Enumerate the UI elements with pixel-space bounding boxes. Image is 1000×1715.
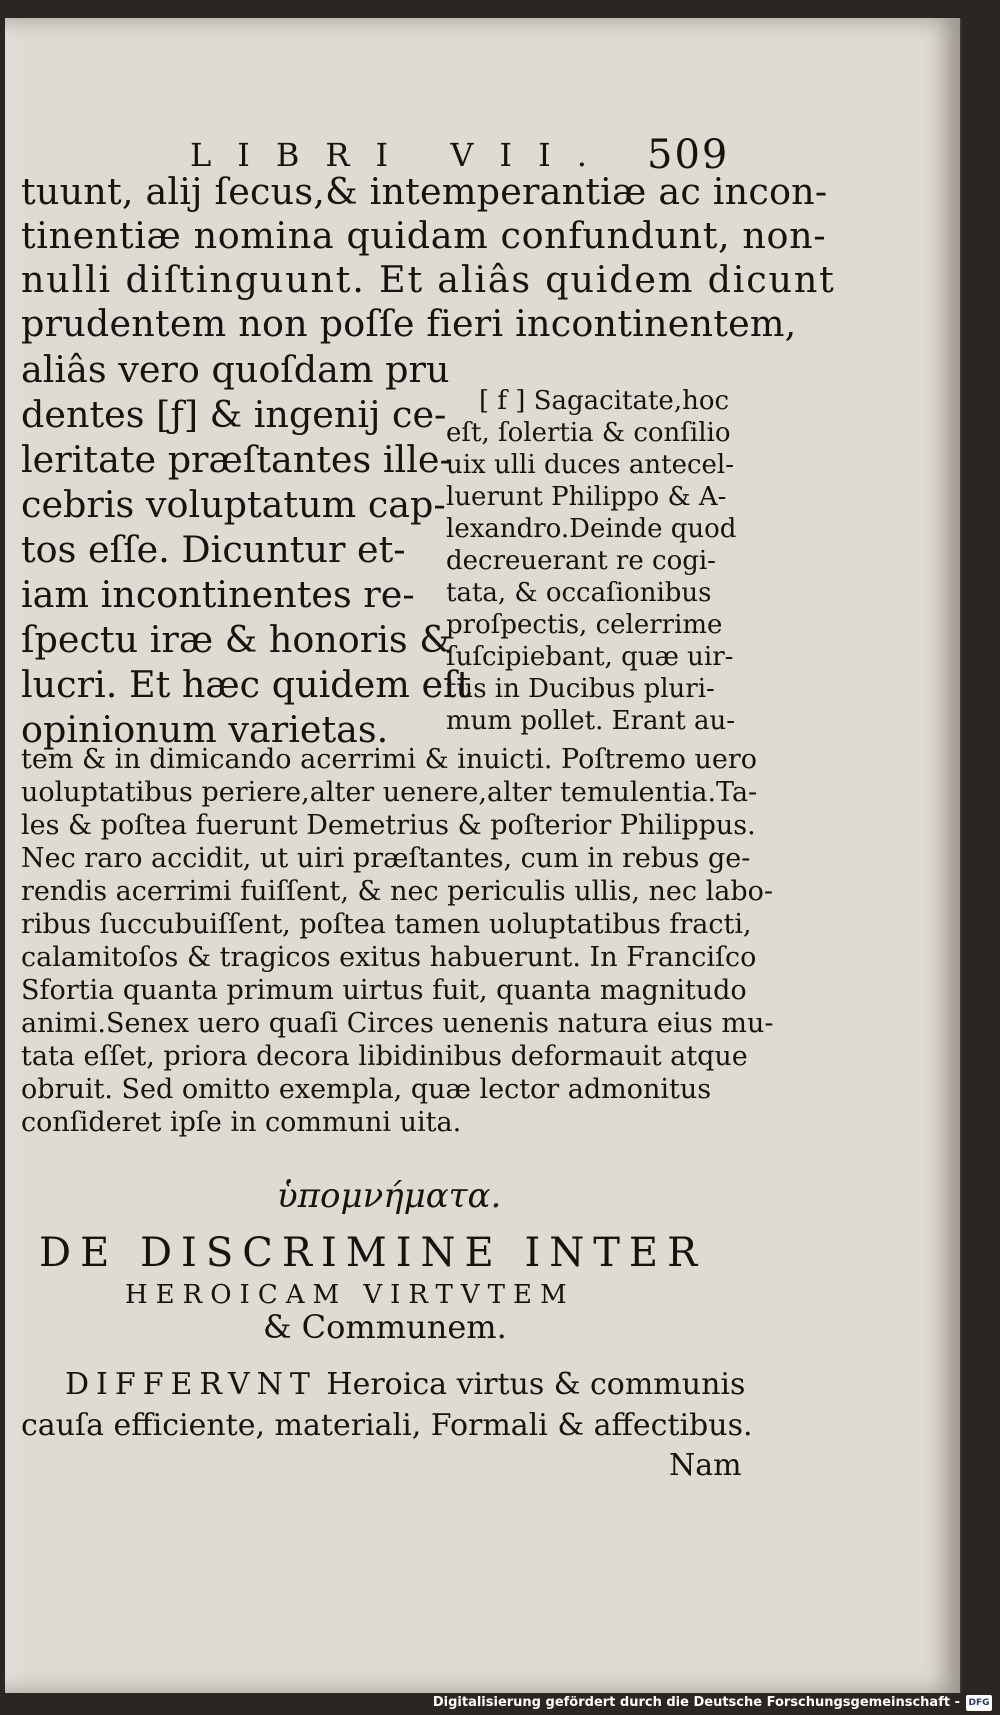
note-line: calamitoſos & tragicos exitus habuerunt. In Franciſco xyxy=(21,942,757,973)
note-line: [ f ] Sagacitate,hoc xyxy=(479,386,730,416)
text-line: cebris voluptatum cap- xyxy=(21,483,446,526)
text-line: leritate præſtantes ille- xyxy=(21,438,452,481)
note-line: mum pollet. Erant au- xyxy=(446,706,736,736)
text-line: tos eſſe. Dicuntur et- xyxy=(21,528,406,571)
note-line: obruit. Sed omitto exempla, quæ lector admonitus xyxy=(21,1074,712,1105)
note-line: tata eſſet, priora decora libidinibus deformauit atque xyxy=(21,1041,748,1072)
note-line: lexandro.Deinde quod xyxy=(446,514,737,544)
note-line: Sfortia quanta primum uirtus fuit, quanta magnitudo xyxy=(21,975,747,1006)
text-line: aliâs vero quoſdam pru xyxy=(21,348,450,391)
opening-rest: Heroica virtus & communis xyxy=(316,1367,746,1402)
note-line: ribus ſuccubuiſſent, poſtea tamen uoluptatibus fracti, xyxy=(21,909,752,940)
note-line: luerunt Philippo & A- xyxy=(446,482,727,512)
section-subheading-line: & Communem. xyxy=(263,1308,507,1346)
text-line: dentes [ƒ] & ingenij ce- xyxy=(21,393,447,436)
text-line: opinionum varietas. xyxy=(21,708,389,751)
running-head-title: LIBRI VII. xyxy=(190,136,613,174)
note-line: conſideret ipſe in communi uita. xyxy=(21,1107,462,1138)
text-line: iam incontinentes re- xyxy=(21,573,415,616)
note-line: animi.Senex uero quaſi Circes uenenis natura eius mu- xyxy=(21,1008,774,1039)
section-heading: DE DISCRIMINE INTER xyxy=(39,1230,707,1276)
page-number: 509 xyxy=(647,132,730,178)
greek-label: ὑπομνήματα. xyxy=(277,1176,502,1216)
text-line: tuunt, alij ſecus,& intemperantiæ ac incon- xyxy=(21,170,828,213)
text-line: nulli diſtinguunt. Et aliâs quidem dicunt xyxy=(21,258,836,301)
footer-credit: Digitalisierung gefördert durch die Deutsche Forschungsgemeinschaft - xyxy=(432,1695,960,1710)
note-line: rendis acerrimi fuiſſent, & nec periculis ullis, nec labo- xyxy=(21,876,773,907)
catchword: Nam xyxy=(669,1448,742,1483)
text-line: ſpectu iræ & honoris & xyxy=(21,618,452,661)
note-line: tata, & occaſionibus xyxy=(446,578,712,608)
text-line: lucri. Et hæc quidem eſt xyxy=(21,663,472,706)
opening-word: DIFFERVNT xyxy=(65,1367,317,1402)
dfg-logo-icon xyxy=(966,1695,992,1711)
note-line: uix ulli duces antecel- xyxy=(446,450,735,480)
section-subheading: HEROICAM VIRTVTEM xyxy=(125,1280,575,1310)
text-line: prudentem non poſſe fieri incontinentem, xyxy=(21,302,797,345)
note-line: eſt, ſolertia & conſilio xyxy=(446,418,731,448)
text-line: tinentiæ nomina quidam confundunt, non- xyxy=(21,214,827,257)
paragraph-line xyxy=(65,1367,745,1402)
dfg-logo-text: DFG xyxy=(968,1698,990,1708)
paragraph-line: cauſa efficiente, materiali, Formali & affectibus. xyxy=(21,1408,753,1443)
note-line: proſpectis, celerrime xyxy=(446,610,723,640)
note-line: ſuſcipiebant, quæ uir- xyxy=(446,642,734,672)
book-page xyxy=(5,18,962,1693)
note-line: decreuerant re cogi- xyxy=(446,546,716,576)
note-line: tem & in dimicando acerrimi & inuicti. Poſtremo uero xyxy=(21,744,758,775)
note-line: tus in Ducibus pluri- xyxy=(446,674,715,704)
note-line: uoluptatibus periere,alter uenere,alter temulentia.Ta- xyxy=(21,777,758,808)
note-line: Nec raro accidit, ut uiri præſtantes, cum in rebus ge- xyxy=(21,843,751,874)
note-line: les & poſtea fuerunt Demetrius & poſterior Philippus. xyxy=(21,810,756,841)
